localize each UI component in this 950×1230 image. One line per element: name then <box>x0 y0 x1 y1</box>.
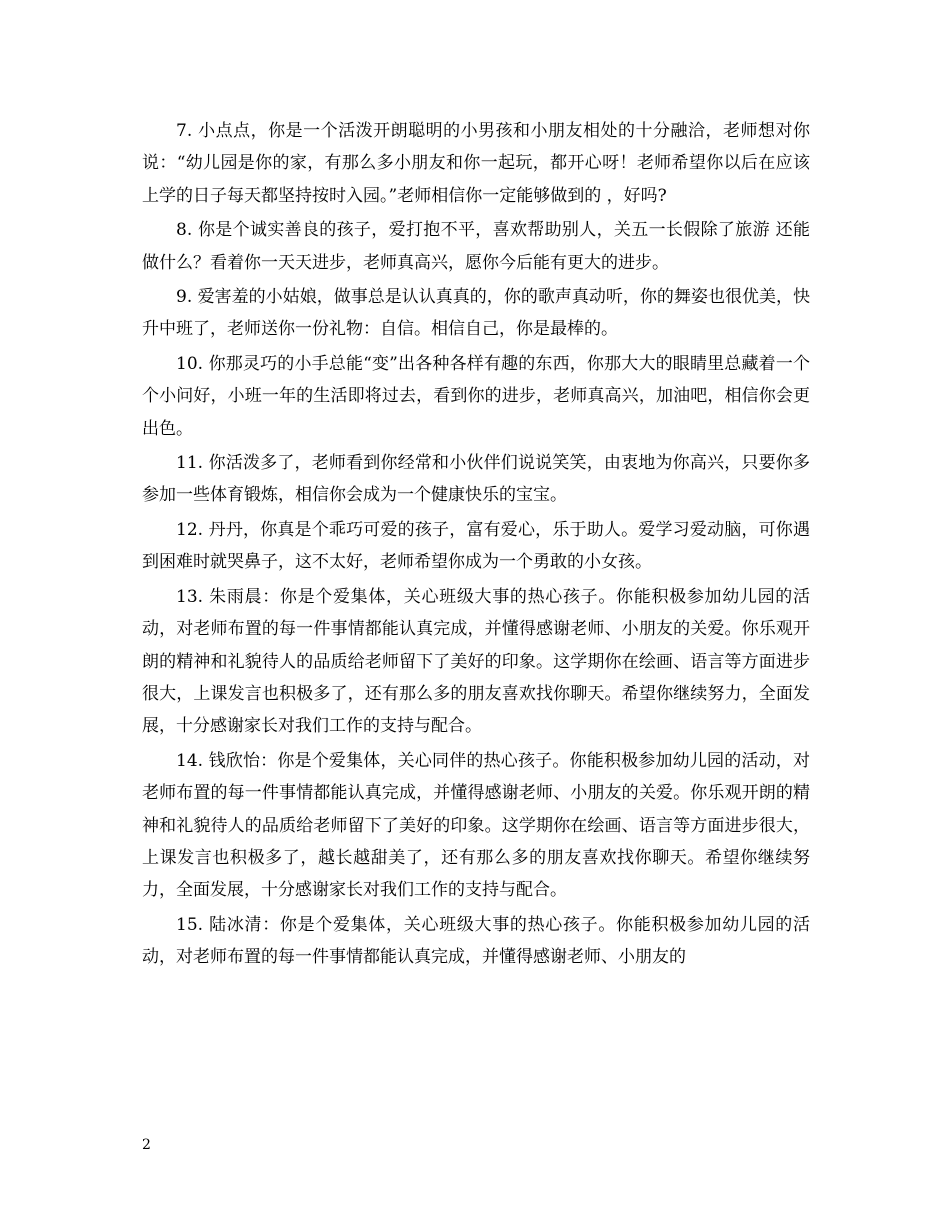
page-number: 2 <box>142 1137 151 1153</box>
paragraph-14: 14. 钱欣怡：你是个爱集体，关心同伴的热心孩子。你能积极参加幼儿园的活动，对老师布置的每一件事情都能认真完成，并懂得感谢老师、小朋友的关爱。你乐观开朗的精神和礼貌待人的品质给老师留下了美好的印象。这学期你在绘画、语言等方面进步很大，上课发言也积极多了，越长越甜美了，还有那么多的朋友喜欢找你聊天。希望你继续努力，全面发展，十分感谢家长对我们工作的支持与配合。 <box>142 750 810 901</box>
paragraph-13: 13. 朱雨晨：你是个爱集体，关心班级大事的热心孩子。你能积极参加幼儿园的活动，对老师布置的每一件事情都能认真完成，并懂得感谢老师、小朋友的关爱。你乐观开朗的精神和礼貌待人的品质给老师留下了美好的印象。这学期你在绘画、语言等方面进步很大，上课发言也积极多了，还有那么多的朋友喜欢找你聊天。希望你继续努力，全面发展，十分感谢家长对我们工作的支持与配合。 <box>142 586 810 737</box>
paragraph-11: 11. 你活泼多了，老师看到你经常和小伙伴们说说笑笑，由衷地为你高兴，只要你多参加一些体育锻炼，相信你会成为一个健康快乐的宝宝。 <box>142 453 810 506</box>
paragraph-10: 10. 你那灵巧的小手总能“变”出各种各样有趣的东西，你那大大的眼睛里总藏着一个个小问好，小班一年的生活即将过去，看到你的进步，老师真高兴，加油吧，相信你会更出色。 <box>142 353 810 439</box>
paragraph-15: 15. 陆冰清：你是个爱集体，关心班级大事的热心孩子。你能积极参加幼儿园的活动，对老师布置的每一件事情都能认真完成，并懂得感谢老师、小朋友的 <box>142 914 810 968</box>
paragraph-7: 7. 小点点，你是一个活泼开朗聪明的小男孩和小朋友相处的十分融洽，老师想对你说：“幼儿园是你的家，有那么多小朋友和你一起玩，都开心呀！老师希望你以后在应该上学的日子每天都坚持按时入园。”老师相信你一定能够做到的 ，好吗? <box>142 121 810 206</box>
paragraph-8: 8. 你是个诚实善良的孩子，爱打抱不平，喜欢帮助别人，关五一长假除了旅游 还能做什么？看着你一天天进步，老师真高兴，愿你今后能有更大的进步。 <box>142 220 810 273</box>
paragraph-12: 12. 丹丹，你真是个乖巧可爱的孩子，富有爱心，乐于助人。爱学习爱动脑，可你遇到困难时就哭鼻子，这不太好，老师希望你成为一个勇敢的小女孩。 <box>142 519 810 573</box>
paragraph-9: 9. 爱害羞的小姑娘，做事总是认认真真的，你的歌声真动听，你的舞姿也很优美，快升中班了，老师送你一份礼物：自信。相信自己，你是最棒的。 <box>142 287 810 340</box>
page-body <box>142 115 810 976</box>
